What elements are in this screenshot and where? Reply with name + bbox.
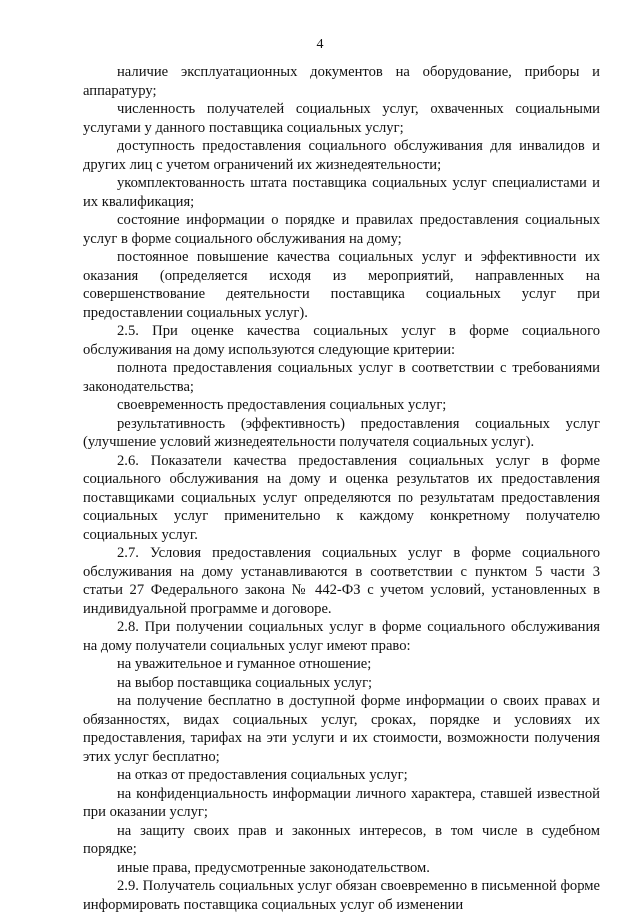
paragraph: на уважительное и гуманное отношение;: [117, 656, 372, 672]
paragraph: полнота предоставления социальных услуг в соответствии с требованиями законодательства;: [83, 360, 600, 395]
paragraph: на защиту своих прав и законных интересов, в том числе в судебном порядке;: [83, 822, 600, 857]
paragraph: своевременность предоставления социальных услуг;: [117, 397, 447, 413]
paragraph: 2.6. Показатели качества предоставления социальных услуг в форме социального обслуживания на дому и оценка результатов их предоставления поставщиками социальных услуг определяются по результатам предоставления социальных услуг применительно к каждому конкретному получателю социальных услуг.: [83, 452, 600, 543]
paragraph: доступность предоставления социального обслуживания для инвалидов и других лиц с учетом ограничений их жизнедеятельности;: [83, 138, 600, 173]
paragraph: на отказ от предоставления социальных услуг;: [117, 767, 408, 783]
paragraph: численность получателей социальных услуг, охваченных социальными услугами у данного поставщика социальных услуг;: [83, 101, 600, 136]
paragraph: иные права, предусмотренные законодательством.: [117, 859, 430, 876]
paragraph: на выбор поставщика социальных услуг;: [117, 674, 373, 691]
paragraph: на конфиденциальность информации личного характера, ставшей известной при оказании услуг;: [83, 785, 600, 820]
paragraph: наличие эксплуатационных документов на оборудование, приборы и аппаратуру;: [83, 64, 600, 99]
document-body: [83, 63, 600, 914]
paragraph: результативность (эффективность) предоставления социальных услуг (улучшение условий жизнедеятельности получателя социальных услуг).: [83, 415, 600, 450]
paragraph: укомплектованность штата поставщика социальных услуг специалистами и их квалификация;: [83, 175, 600, 210]
page-number: 4: [316, 37, 324, 52]
paragraph: состояние информации о порядке и правилах предоставления социальных услуг в форме социального обслуживания на дому;: [83, 212, 600, 247]
paragraph: постоянное повышение качества социальных услуг и эффективности их оказания (определяется исходя из мероприятий, направленных на совершенствование деятельности поставщика социальных услуг при предоставлении социальных услуг).: [83, 249, 600, 321]
paragraph: на получение бесплатно в доступной форме информации о своих правах и обязанностях, видах социальных услуг, сроках, порядке и условиях их предоставления, тарифах на эти услуги и их стоимости, возможности получения этих услуг бесплатно;: [83, 693, 600, 765]
paragraph: 2.9. Получатель социальных услуг обязан своевременно в письменной форме информировать поставщика социальных услуг об изменении: [83, 878, 600, 913]
paragraph: 2.8. При получении социальных услуг в форме социального обслуживания на дому получатели социальных услуг имеют право:: [83, 619, 600, 654]
paragraph: 2.5. При оценке качества социальных услуг в форме социального обслуживания на дому используются следующие критерии:: [83, 323, 600, 358]
paragraph: 2.7. Условия предоставления социальных услуг в форме социального обслуживания на дому устанавливаются в соответствии с пунктом 5 части 3 статьи 27 Федерального закона № 442-ФЗ с учетом условий, установленных в индивидуальной программе и договоре.: [83, 545, 600, 617]
